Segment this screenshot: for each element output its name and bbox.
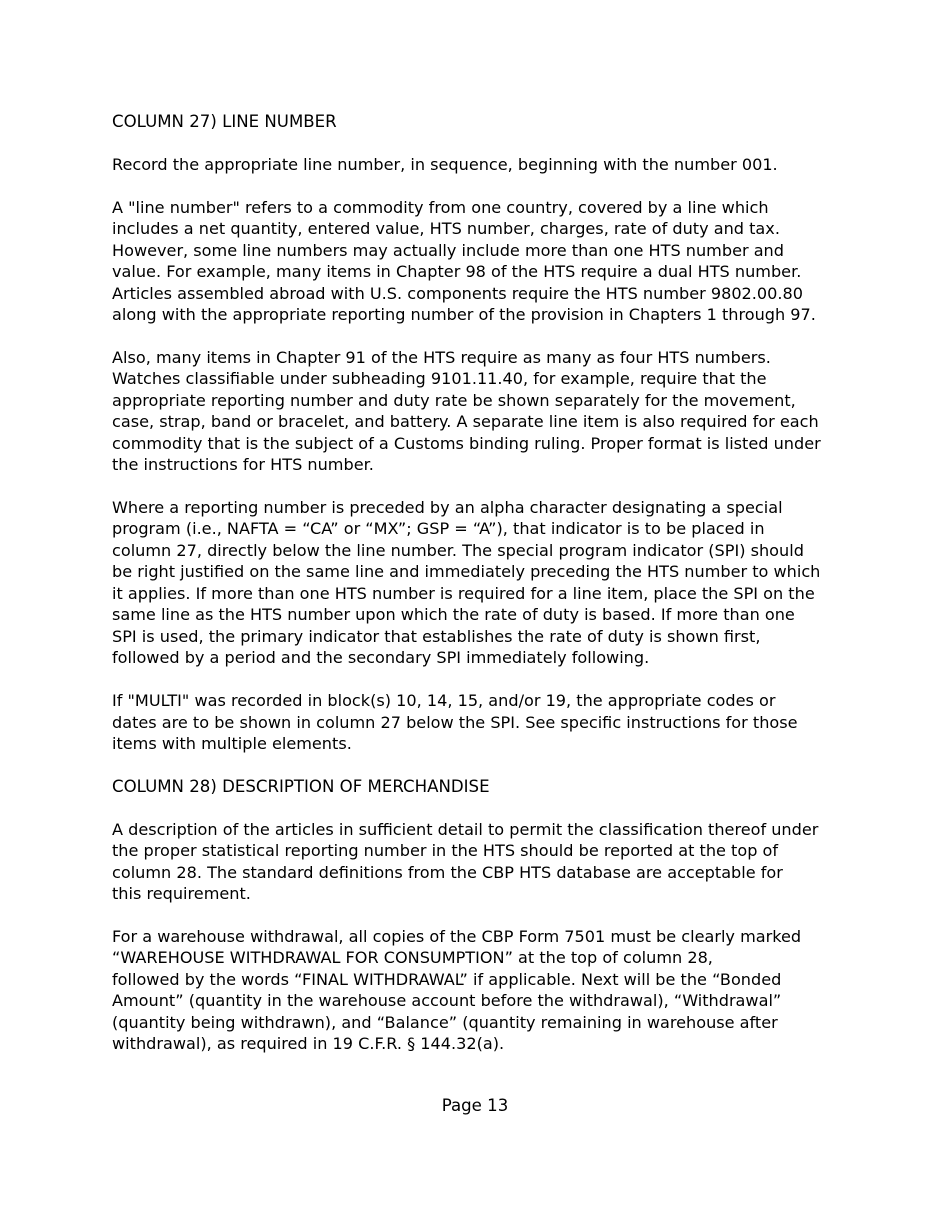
text-line: However, some line numbers may actually include more than one HTS number and	[112, 240, 784, 260]
section-column-27	[112, 111, 842, 754]
section-heading: COLUMN 27) LINE NUMBER	[112, 112, 337, 131]
paragraph	[112, 926, 842, 1055]
text-line: dates are to be shown in column 27 below the SPI. See specific instructions for those	[112, 712, 798, 732]
section-heading: COLUMN 28) DESCRIPTION OF MERCHANDISE	[112, 776, 490, 796]
text-line: (quantity being withdrawn), and “Balance” (quantity remaining in warehouse after	[112, 1012, 778, 1032]
text-line: followed by the words “FINAL WITHDRAWAL” if applicable. Next will be the “Bonded	[112, 969, 782, 989]
text-line: along with the appropriate reporting number of the provision in Chapters 1 through 97.	[112, 304, 816, 324]
text-line: items with multiple elements.	[112, 733, 352, 753]
paragraph	[112, 154, 842, 175]
paragraph	[112, 197, 842, 326]
text-line: be right justified on the same line and immediately preceding the HTS number to which	[112, 562, 821, 582]
text-line: the instructions for HTS number.	[112, 455, 374, 475]
text-line: withdrawal), as required in 19 C.F.R. § 144.32(a).	[112, 1034, 505, 1054]
text-line: SPI is used, the primary indicator that establishes the rate of duty is shown first,	[112, 626, 761, 646]
paragraph	[112, 690, 842, 754]
text-line: appropriate reporting number and duty rate be shown separately for the movement,	[112, 390, 796, 410]
section-column-28	[112, 776, 842, 1055]
text-line: Watches classifiable under subheading 9101.11.40, for example, require that the	[112, 369, 767, 389]
paragraph	[112, 347, 842, 476]
text-line: it applies. If more than one HTS number is required for a line item, place the SPI on the	[112, 583, 815, 603]
text-line: followed by a period and the secondary SPI immediately following.	[112, 648, 650, 668]
text-line: Also, many items in Chapter 91 of the HTS require as many as four HTS numbers.	[112, 347, 771, 367]
text-line: the proper statistical reporting number in the HTS should be reported at the top of	[112, 841, 779, 861]
text-line: value. For example, many items in Chapter 98 of the HTS require a dual HTS number.	[112, 262, 802, 282]
paragraph	[112, 819, 842, 905]
page-number: Page 13	[441, 1096, 509, 1115]
text-line: commodity that is the subject of a Customs binding ruling. Proper format is listed under	[112, 433, 821, 453]
text-line: column 28. The standard definitions from the CBP HTS database are acceptable for	[112, 862, 783, 882]
text-line: Articles assembled abroad with U.S. components require the HTS number 9802.00.80	[112, 283, 803, 303]
text-line: same line as the HTS number upon which the rate of duty is based. If more than one	[112, 605, 795, 625]
text-line: “WAREHOUSE WITHDRAWAL FOR CONSUMPTION” at the top of column 28,	[112, 948, 713, 968]
text-line: program (i.e., NAFTA = “CA” or “MX”; GSP = “A”), that indicator is to be placed in	[112, 519, 765, 539]
text-line: Amount” (quantity in the warehouse account before the withdrawal), “Withdrawal”	[112, 991, 782, 1011]
page-content	[112, 111, 842, 1076]
text-line: A description of the articles in sufficient detail to permit the classification thereof under	[112, 819, 819, 839]
text-line: A "line number" refers to a commodity from one country, covered by a line which	[112, 197, 769, 217]
text-line: column 27, directly below the line number. The special program indicator (SPI) should	[112, 540, 804, 560]
text-line: For a warehouse withdrawal, all copies of the CBP Form 7501 must be clearly marked	[112, 926, 802, 946]
text-line: If "MULTI" was recorded in block(s) 10, 14, 15, and/or 19, the appropriate codes or	[112, 691, 776, 711]
text-line: Record the appropriate line number, in sequence, beginning with the number 001.	[112, 154, 778, 174]
text-line: includes a net quantity, entered value, HTS number, charges, rate of duty and tax.	[112, 219, 780, 239]
text-line: this requirement.	[112, 884, 251, 904]
text-line: Where a reporting number is preceded by an alpha character designating a special	[112, 498, 783, 517]
paragraph	[112, 497, 842, 669]
text-line: case, strap, band or bracelet, and battery. A separate line item is also required for each	[112, 412, 819, 432]
